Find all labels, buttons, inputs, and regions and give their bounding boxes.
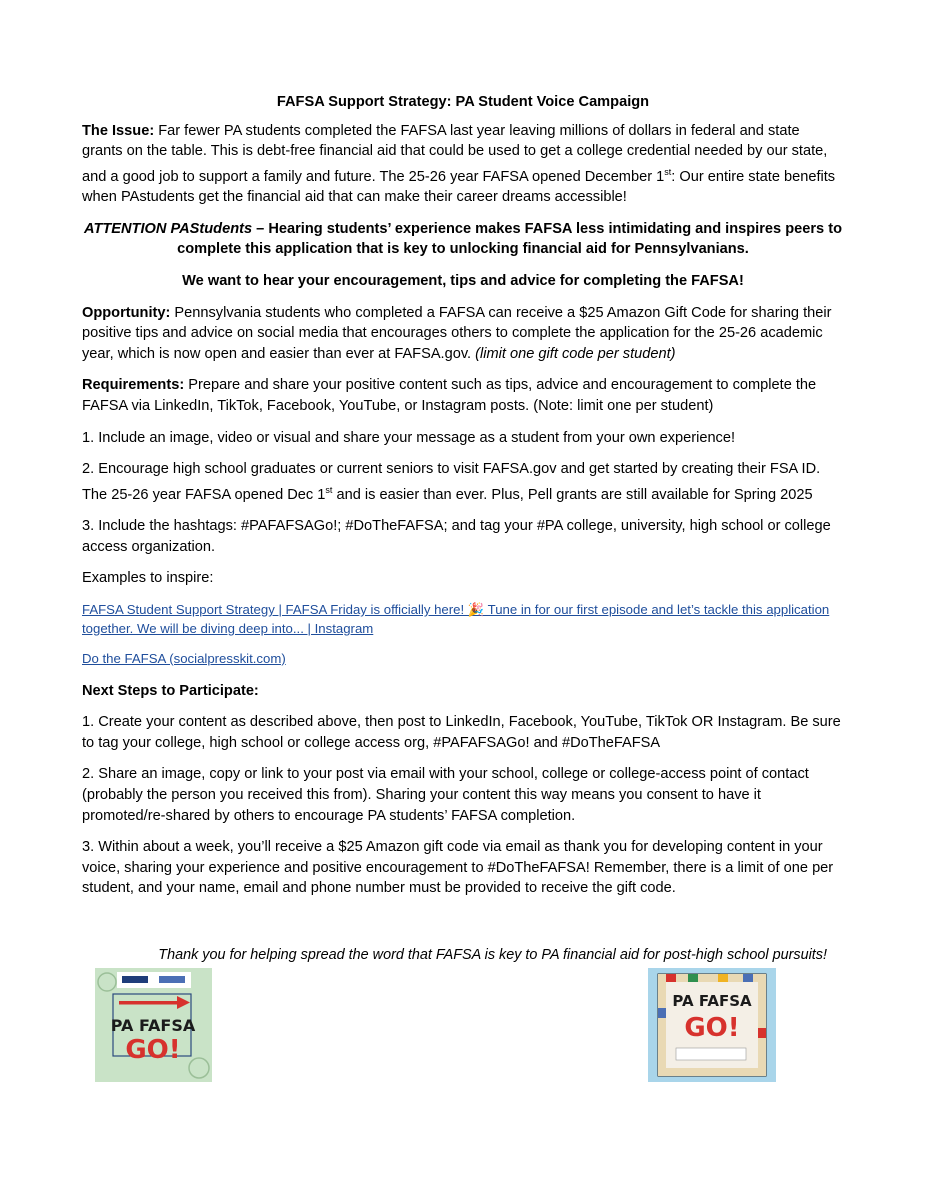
page-title: FAFSA Support Strategy: PA Student Voice Campaign bbox=[276, 94, 650, 110]
pa-fafsa-go-logo-left bbox=[95, 968, 212, 1082]
logo-left-line2: GO! bbox=[125, 1035, 181, 1065]
opportunity-label: Opportunity: bbox=[82, 304, 171, 321]
pa-fafsa-go-logo-left-graphic bbox=[95, 968, 212, 1082]
logo-right-line1: PA FAFSA bbox=[672, 992, 752, 1010]
requirements-paragraph bbox=[82, 375, 844, 416]
requirement-2 bbox=[82, 459, 844, 505]
issue-text: Far fewer PA students completed the FAFSA last year leaving millions of dollars in federal and state grants on the table. This is debt-free financial aid that could be used to get a college credential needed by our state, and a good job to support a family and future. The 25-26 year FAFSA opened December 1 bbox=[82, 122, 828, 185]
example-link-instagram[interactable]: FAFSA Student Support Strategy | FAFSA Friday is officially here! 🎉 Tune in for our first episode and let’s tackle this application together. We will be diving deep into... | Instagram bbox=[82, 602, 830, 636]
next-steps-heading: Next Steps to Participate: bbox=[82, 682, 259, 699]
issue-sup: st bbox=[664, 166, 672, 177]
attention-label: ATTENTION PAStudents bbox=[84, 220, 253, 237]
requirements-text: Prepare and share your positive content such as tips, advice and encouragement to complete the FAFSA via LinkedIn, TikTok, Facebook, YouTube, or Instagram posts. (Note: limit one per student) bbox=[82, 377, 817, 414]
example-link-instagram-paragraph bbox=[82, 600, 844, 638]
issue-paragraph bbox=[82, 121, 844, 208]
requirement-2-sup: st bbox=[325, 484, 333, 495]
step-2: 2. Share an image, copy or link to your post via email with your school, college or college-access point of contact (probably the person you received this from). Sharing your content this way means you consent to have it promoted/re-shared by others to encourage PA students’ FAFSA completion. bbox=[82, 766, 809, 824]
pa-fafsa-go-logo-right bbox=[648, 968, 776, 1082]
issue-text-end: : Our entire state benefits when PAstudents get the financial aid that can make their career dreams accessible! bbox=[82, 168, 836, 206]
requirement-2-text-end: and is easier than ever. Plus, Pell grants are still available for Spring 2025 bbox=[332, 486, 813, 503]
opportunity-note: (limit one gift code per student) bbox=[475, 345, 676, 362]
attention-paragraph bbox=[82, 219, 844, 260]
step-1: 1. Create your content as described above, then post to LinkedIn, Facebook, YouTube, TikTok OR Instagram. Be sure to tag your college, high school or college access org, #PAFAFSAGo! and #DoTheFAFSA bbox=[82, 714, 841, 751]
pa-fafsa-go-logo-right-graphic bbox=[648, 968, 776, 1082]
requirement-3: 3. Include the hashtags: #PAFAFSAGo!; #DoTheFAFSA; and tag your #PA college, university, high school or college access organization. bbox=[82, 518, 831, 555]
opportunity-paragraph bbox=[82, 303, 844, 365]
step-3: 3. Within about a week, you’ll receive a $25 Amazon gift code via email as thank you for developing content in your voice, sharing your experience and positive encouragement to #DoTheFAFSA! Remember, there is a limit of one per student, and your name, email and phone number must be provided to receive the gift code. bbox=[82, 839, 834, 897]
attention-text: – Hearing students’ experience makes FAFSA less intimidating and inspires peers to complete this application that is key to unlocking financial aid for Pennsylvanians. bbox=[177, 220, 842, 258]
requirement-2-text: 2. Encourage high school graduates or current seniors to visit FAFSA.gov and get started by creating their FSA ID. The 25-26 year FAFSA opened Dec 1 bbox=[82, 461, 821, 503]
example-link-socialpresskit-paragraph bbox=[82, 649, 844, 670]
examples-label: Examples to inspire: bbox=[82, 570, 214, 587]
want-heading: We want to hear your encouragement, tips and advice for completing the FAFSA! bbox=[182, 273, 744, 290]
requirements-label: Requirements: bbox=[82, 377, 185, 394]
issue-label: The Issue: bbox=[82, 122, 155, 139]
requirement-1: 1. Include an image, video or visual and share your message as a student from your own experience! bbox=[82, 429, 736, 446]
opportunity-text: Pennsylvania students who completed a FAFSA can receive a $25 Amazon Gift Code for sharing their positive tips and advice on social media that encourages others to complete the application for the 25-26 academic year, which is now open and easier than ever at FAFSA.gov. bbox=[82, 304, 832, 362]
logo-right-line2: GO! bbox=[684, 1013, 740, 1043]
thank-you-note: Thank you for helping spread the word that FAFSA is key to PA financial aid for post-high school pursuits! bbox=[158, 947, 827, 963]
example-link-socialpresskit[interactable]: Do the FAFSA (socialpresskit.com) bbox=[82, 651, 286, 666]
document-body bbox=[82, 92, 844, 910]
logo-left-line1: PA FAFSA bbox=[110, 1016, 196, 1035]
